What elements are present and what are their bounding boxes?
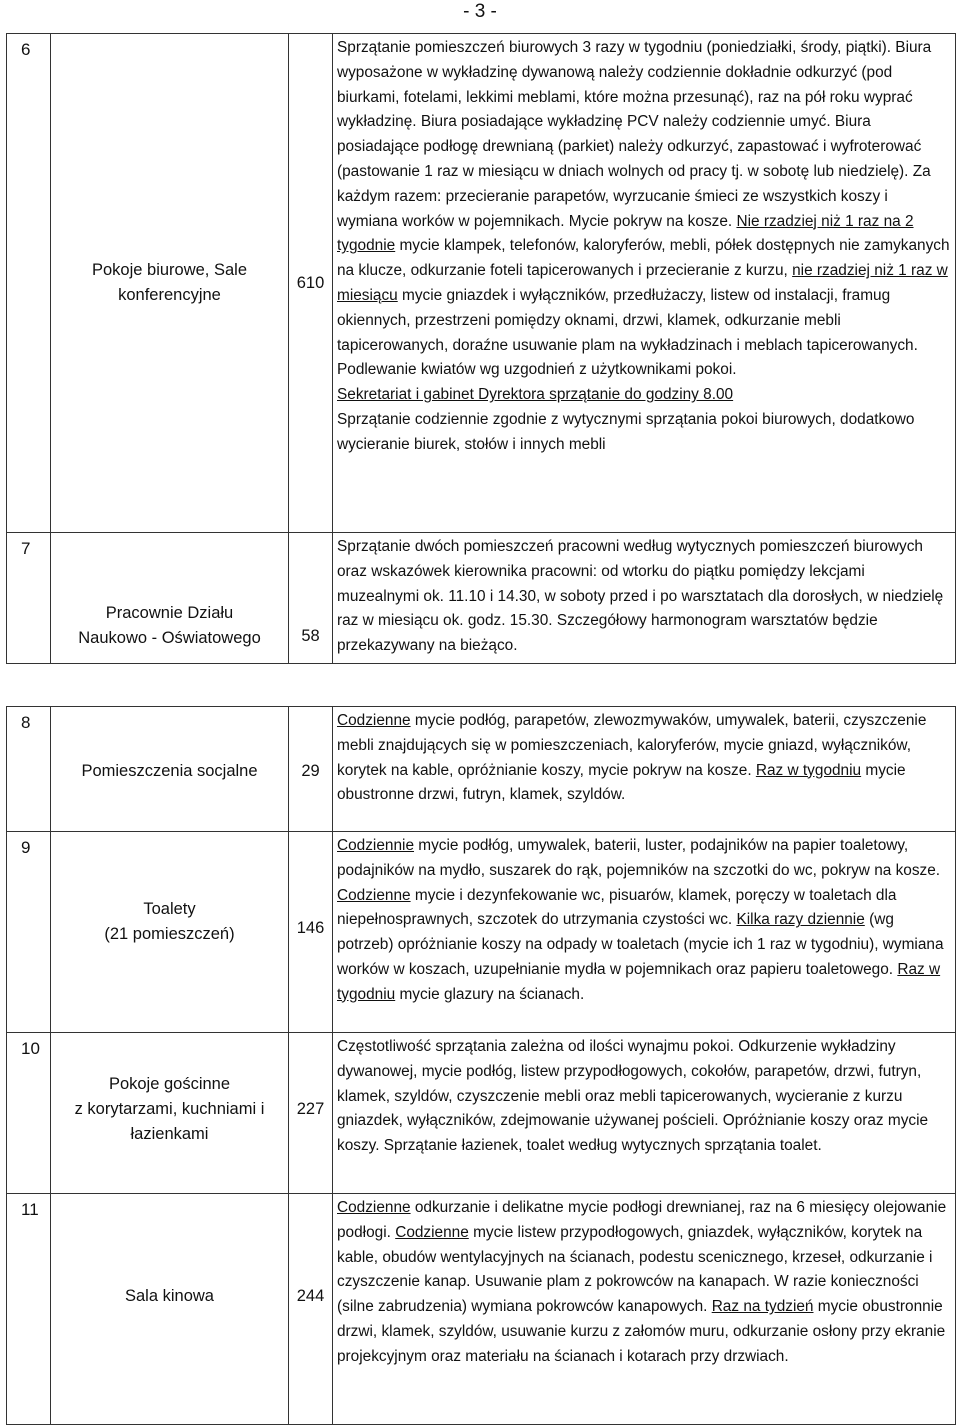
desc-underlined: Codzienne xyxy=(337,886,411,904)
desc-text: mycie obustronnie drzwi, klamek, szyldów, usuwanie kurzu z załomów muru, odkurzanie osłony przy ekranie projekcyjnym oraz materiału na ścianach i kotarach przy drzwiach. xyxy=(337,1298,946,1365)
desc-underlined: Codzienne xyxy=(337,712,411,729)
desc-underlined: Codzienne xyxy=(395,1223,469,1241)
table-row xyxy=(7,533,955,663)
desc-underlined: Sekretariat i gabinet Dyrektora sprzątanie do godziny 8.00 xyxy=(337,386,734,404)
table-row xyxy=(7,832,955,1033)
room-name-line: Pokoje biurowe, Sale xyxy=(91,261,247,279)
row-number: 9 xyxy=(7,832,51,1032)
room-area: 58 xyxy=(289,533,333,663)
room-area: 146 xyxy=(289,832,333,1032)
cleaning-description xyxy=(333,1194,955,1424)
room-name xyxy=(51,34,289,532)
desc-underlined: Raz w tygodniu xyxy=(337,960,941,1003)
desc-underlined: Raz na tydzień xyxy=(711,1298,814,1316)
row-number: 11 xyxy=(7,1194,51,1424)
desc-text: odkurzanie i delikatne mycie podłogi drewnianej, raz na 6 miesięcy olejowanie podłogi. xyxy=(337,1199,947,1241)
room-name-line: Sala kinowa xyxy=(125,1287,214,1305)
desc-text: Częstotliwość sprzątania zależna od ilości wynajmu pokoi. Odkurzenie wykładziny dywanowej, mycie podłóg, listew przypodłogowych, cokołów, parapetów, drzwi, futryn, klamek, szyldów, czyszczenie mebli oraz mebli tapicerowanych, wycieranie z kurzu gniazdek, wyłączników, zdejmowanie używanej pościeli. Opróżnianie koszy oraz mycie koszy. Sprzątanie łazienek, toalet według wytycznych sprzątania toalet. xyxy=(337,1038,929,1155)
desc-text: mycie i dezynfekowanie wc, pisuarów, klamek, poręczy w toaletach dla niepełnosprawnych, szczotek do utrzymania czystości wc. xyxy=(337,886,897,929)
room-name-line: Pomieszczenia socjalne xyxy=(81,762,258,780)
desc-text: mycie podłóg, umywalek, baterii, luster, podajników na papier toaletowy, podajników na mydło, suszarek do rąk, pojemników na szczotki do wc, pokryw na kosze. xyxy=(337,837,941,879)
cleaning-table-1 xyxy=(6,33,956,664)
desc-text: mycie gniazdek i wyłączników, przedłużaczy, listew od instalacji, framug okiennych, przestrzeni pomiędzy oknami, drzwi, klamek, odkurzanie mebli tapicerowanych, doraźne usuwanie plam na wykładzinach i meblach tapicerowanych. Podlewanie kwiatów wg uzgodnień z użytkownikami pokoi. xyxy=(337,286,918,379)
page-number: - 3 - xyxy=(463,1,497,22)
row-number: 8 xyxy=(7,707,51,831)
room-area: 610 xyxy=(289,34,333,532)
room-name xyxy=(51,1194,289,1424)
cleaning-table-2 xyxy=(6,706,956,1425)
room-area: 244 xyxy=(289,1194,333,1424)
cleaning-description xyxy=(333,1033,955,1193)
table-row xyxy=(7,34,955,533)
room-name-line: Toalety xyxy=(143,900,196,918)
desc-text: (wg potrzeb) opróżnianie koszy na odpady w toaletach (mycie ich 1 raz w tygodniu), wymiana worków w koszach, uzupełnianie mydła w pojemnikach oraz papieru toaletowego. xyxy=(337,911,944,978)
desc-text: mycie obustronne drzwi, futryn, klamek, szyldów. xyxy=(337,761,906,804)
desc-underlined: nie rzadziej niż 1 raz w miesiącu xyxy=(337,262,948,304)
room-name-line: łazienkami xyxy=(130,1124,209,1143)
room-name xyxy=(51,533,289,663)
desc-underlined: Nie rzadziej niż 1 raz na 2 tygodnie xyxy=(337,212,914,255)
desc-underlined: Codzienne xyxy=(337,1199,411,1216)
desc-text: Sprzątanie dwóch pomieszczeń pracowni według wytycznych pomieszczeń biurowych oraz wskazówek kierownika pracowni: od wtorku do piątku pomiędzy lekcjami muzealnymi ok. 11.10 i 14.30, w soboty przed i po warsztatach dla dorosłych, w niedzielę raz w miesiącu ok. godz. 15.30. Szczegółowy harmonogram warsztatów będzie przekazywany na bieżąco. xyxy=(337,538,944,655)
room-name-line: konferencyjne xyxy=(118,286,221,304)
table-row xyxy=(7,1033,955,1194)
desc-text: mycie glazury na ścianach. xyxy=(395,985,585,1003)
room-name-line: z korytarzami, kuchniami i xyxy=(74,1099,265,1118)
desc-text: Sprzątanie codziennie zgodnie z wytycznymi sprzątania pokoi biurowych, dodatkowo wycieranie biurek, stołów i innych mebli xyxy=(337,410,915,453)
row-number: 6 xyxy=(7,34,51,532)
desc-underlined: Kilka razy dziennie xyxy=(736,911,865,929)
row-number: 10 xyxy=(7,1033,51,1193)
room-name xyxy=(51,1033,289,1193)
room-area: 29 xyxy=(289,707,333,831)
cleaning-description xyxy=(333,707,955,831)
room-name xyxy=(51,832,289,1032)
desc-underlined: Codziennie xyxy=(337,837,415,854)
table-row xyxy=(7,1194,955,1424)
desc-text: mycie podłóg, parapetów, zlewozmywaków, umywalek, baterii, czyszczenie mebli znajdujących się w pomieszczeniach, kaloryferów, mycie gniazd, wyłączników, korytek na kable, opróżnianie koszy, mycie pokryw na kosze. xyxy=(337,712,927,779)
room-area: 227 xyxy=(289,1033,333,1193)
cleaning-description xyxy=(333,533,955,663)
room-name-line: Pracownie Działu xyxy=(105,604,234,622)
cleaning-description xyxy=(333,34,955,532)
desc-text: Sprzątanie pomieszczeń biurowych 3 razy w tygodniu (poniedziałki, środy, piątki). Biura wyposażone w wykładzinę dywanową należy codziennie dokładnie odkurzyć (pod biurkami, fotelami, lekkimi meblami, które można przesunąć), raz na pół roku wyprać wykładzinę. Biura posiadające wykładzinę PCV należy codziennie umyć. Biura posiadające podłogę drewnianą (parkiet) należy odkurzyć, zapastować i wyfroterować (pastowanie 1 raz w miesiącu w dniach wolnych od pracy tj. w sobotę lub niedzielę). Za każdym razem: przecieranie parapetów, wyrzucanie śmieci ze wszystkich koszy i wymiana worków w pojemnikach. Mycie pokryw na kosze. xyxy=(337,39,932,230)
room-name-line: Naukowo - Oświatowego xyxy=(78,629,261,647)
table-row xyxy=(7,707,955,832)
room-name-line: Pokoje gościnne xyxy=(108,1074,231,1093)
desc-underlined: Raz w tygodniu xyxy=(755,761,862,779)
cleaning-description xyxy=(333,832,955,1032)
desc-text: mycie klampek, telefonów, kaloryferów, mebli, półek dostępnych nie zamykanych na klucze, odkurzanie foteli tapicerowanych i przecieranie z kurzu, xyxy=(337,237,950,280)
room-name xyxy=(51,707,289,831)
row-number: 7 xyxy=(7,533,51,663)
desc-text: mycie listew przypodłogowych, gniazdek, wyłączników, korytek na kable, obudów wentylacyjnych na ścianach, podestu scenicznego, krzeseł, odkurzanie i czyszczenie kanap. Usuwanie plam z pokrowców na kanapach. W razie konieczności (silne zabrudzenia) wymiana pokrowców kanapowych. xyxy=(337,1223,933,1316)
room-name-line: (21 pomieszczeń) xyxy=(104,925,235,943)
